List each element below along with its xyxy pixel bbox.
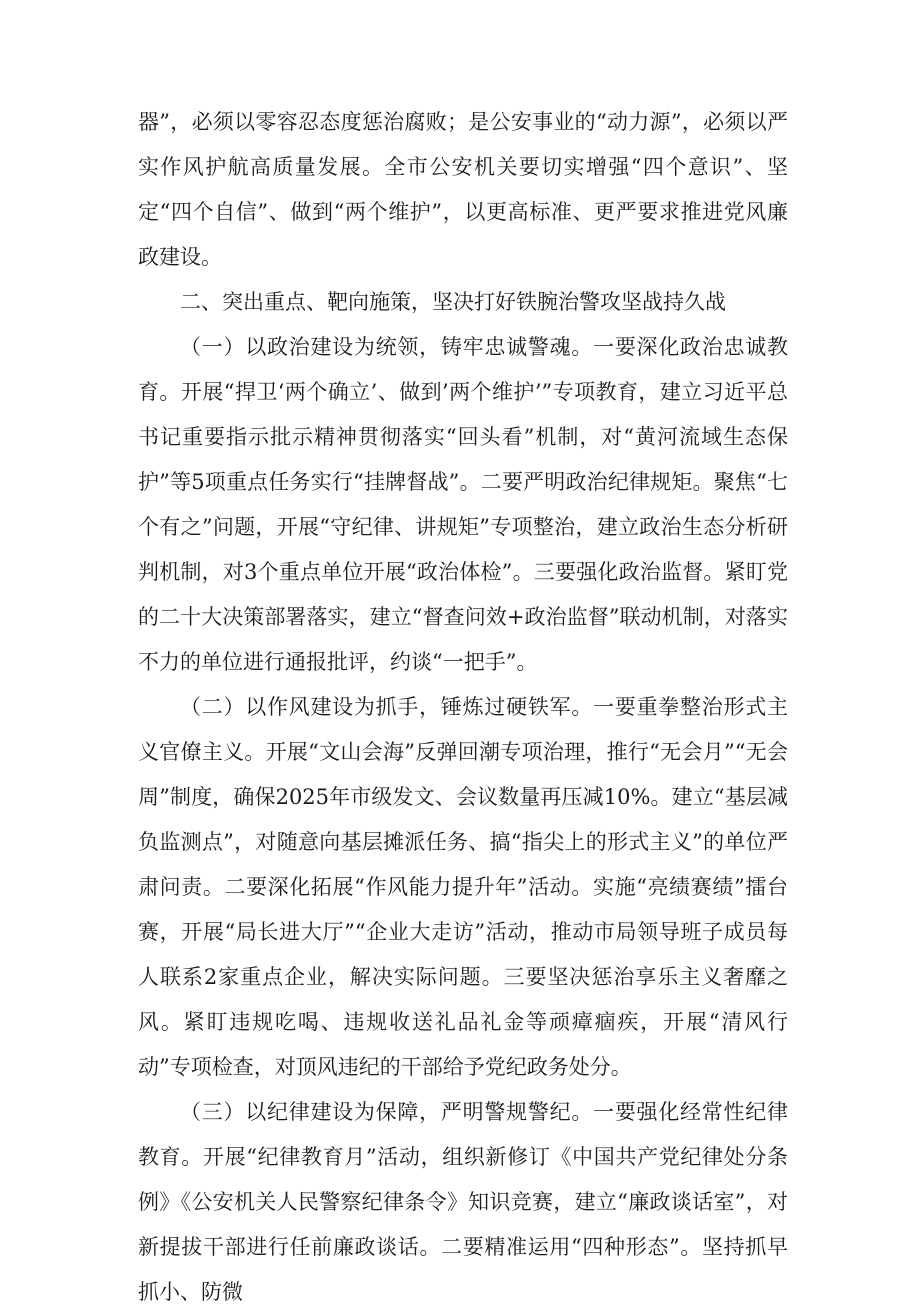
paragraph-continuation: 器”，必须以零容忍态度惩治腐败；是公安事业的“动力源”，必须以严实作风护航高质量发展。全市公安机关要切实增强“四个意识”、坚定“四个自信”、做到“两个维护”，以更高标准、更严要求推进党风廉政建设。 (138, 110, 788, 269)
document-body (138, 100, 788, 1315)
paragraph-political-building: （一）以政治建设为统领，铸牢忠诚警魂。一要深化政治忠诚教育。开展“捍卫‘两个确立’、做到’两个维护’”专项教育，建立习近平总书记重要指示批示精神贯彻落实“回头看”机制，对“黄河流域生态保护”等5项重点任务实行“挂牌督战”。二要严明政治纪律规矩。聚焦“七个有之”问题，开展“守纪律、讲规矩”专项整治，建立政治生态分析研判机制，对3个重点单位开展“政治体检”。三要强化政治监督。紧盯党的二十大决策部署落实，建立“督查问效+政治监督”联动机制，对落实不力的单位进行通报批评，约谈“一把手”。 (138, 335, 788, 674)
section-heading: 二、突出重点、靶向施策，坚决打好铁腕治警攻坚战持久战 (180, 290, 726, 314)
paragraph-discipline-building: （三）以纪律建设为保障，严明警规警纪。一要强化经常性纪律教育。开展“纪律教育月”活动，组织新修订《中国共产党纪律处分条例》《公安机关人民警察纪律条令》知识竞赛，建立“廉政谈话室”，对新提拔干部进行任前廉政谈话。二要精准运用“四种形态”。坚持抓早抓小、防微 (138, 1100, 788, 1304)
paragraph-work-style-building: （二）以作风建设为抓手，锤炼过硬铁军。一要重拳整治形式主义官僚主义。开展“文山会海”反弹回潮专项治理，推行“无会月”“无会周”制度，确保2025年市级发文、会议数量再压减10%。建立“基层减负监测点”，对随意向基层摊派任务、搞“指尖上的形式主义”的单位严肃问责。二要深化拓展“作风能力提升年”活动。实施“亮绩赛绩”擂台赛，开展“局长进大厅”“企业大走访”活动，推动市局领导班子成员每人联系2家重点企业，解决实际问题。三要坚决惩治享乐主义奢靡之风。紧盯违规吃喝、违规收送礼品礼金等顽瘴痼疾，开展“清风行动”专项检查，对顶风违纪的干部给予党纪政务处分。 (138, 695, 788, 1079)
